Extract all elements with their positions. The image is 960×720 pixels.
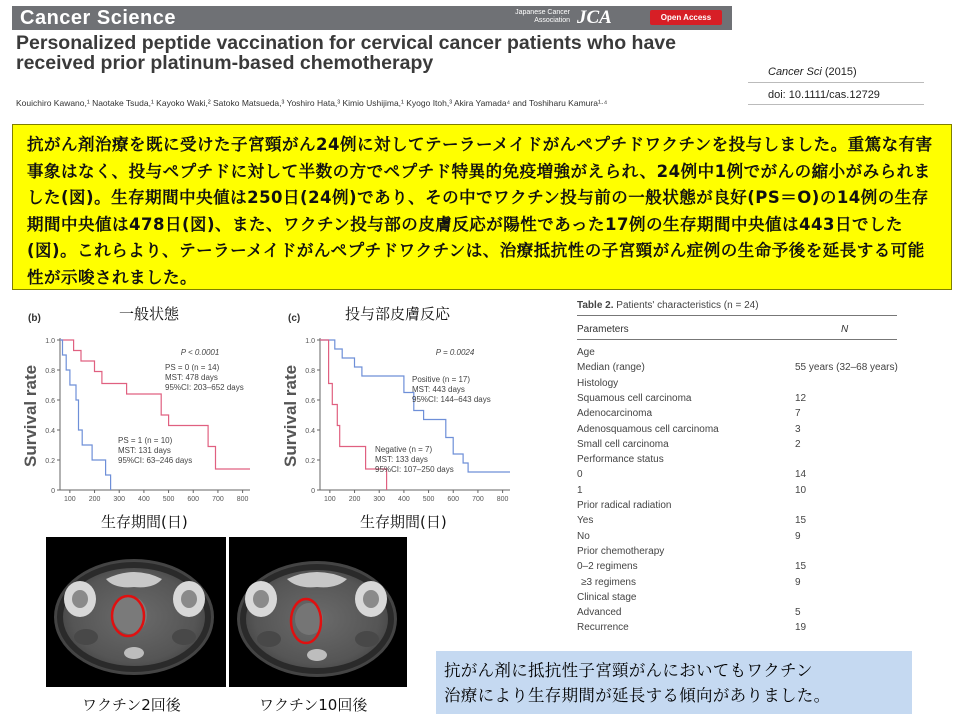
table-cell-n: 5 (795, 607, 801, 619)
series-annotation: Positive (n = 17) (412, 375, 471, 384)
table-cell-n: 7 (795, 408, 801, 420)
table-header-parameters: Parameters (577, 324, 629, 335)
table-row (577, 607, 897, 622)
x-tick-label: 200 (348, 496, 361, 503)
table-row (577, 577, 897, 592)
table-cell-parameter: Yes (577, 515, 594, 527)
table-cell-parameter: 0–2 regimens (577, 561, 638, 573)
table-cell-n: 15 (795, 561, 807, 573)
x-tick-label: 400 (138, 496, 150, 503)
table-row (577, 485, 897, 500)
paper-header (0, 0, 735, 120)
y-axis-label: Survival rate (281, 364, 300, 467)
plot-xcaption-right: 生存期間(日) (360, 513, 447, 531)
table-row (577, 592, 897, 607)
table-cell-n: 55 years (32–68 years) (795, 362, 898, 374)
x-tick-label: 800 (496, 496, 509, 503)
table-row (577, 500, 897, 515)
table-row (577, 347, 897, 362)
table-cell-n: 9 (795, 530, 801, 542)
x-tick-label: 500 (162, 496, 175, 503)
table-row (577, 622, 897, 637)
conclusion-box (436, 651, 912, 714)
series-annotation: PS = 0 (n = 14) (165, 363, 220, 372)
table-cell-parameter: No (577, 530, 590, 542)
panel-label: (c) (288, 313, 301, 324)
x-tick-label: 300 (373, 496, 386, 503)
y-tick-label: 0.2 (45, 458, 55, 465)
doi: doi: 10.1111/cas.12729 (768, 89, 880, 101)
plot-xcaption-left: 生存期間(日) (101, 513, 188, 531)
summary-text: 抗がん剤治療を既に受けた子宮頸がん24例に対してテーラーメイドがんペプチドワクチンを投与しました。重篤な有害事象はなく、投与ペプチドに対して半数の方でペプチド特異的免疫増強がえられ、24例中1例でがんの縮小がみられました(図)。生存期間中央値は250日(24例)であり、その中でワクチン投与前の一般状態が良好(PS＝O)の14例の生存期間中央値は478日(図)、また、ワクチン投与部の皮膚反応が陽性であった17例の生存期間中央値は443日でした(図)。これらより、テーラーメイドがんペプチドワクチンは、治療抵抗性の子宮頸がん症例の生命予後を延長する可能性が示唆されました。 (27, 135, 933, 287)
author-list: Kouichiro Kawano,¹ Naotake Tsuda,¹ Kayoko Waki,² Satoko Matsueda,³ Yoshiro Hata,³ Kimio Ushijima,¹ Kyogo Itoh,³ Akira Yamada⁴ and Toshiharu Kamura¹·⁴ (16, 98, 608, 108)
table-cell-n: 12 (795, 392, 807, 404)
series-annotation: 95%CI: 203–652 days (165, 383, 244, 392)
table-rule (577, 339, 897, 340)
plot-heading-ps: 一般状態 (119, 305, 180, 323)
survival-curve (60, 340, 111, 490)
x-tick-label: 600 (447, 496, 460, 503)
table-cell-parameter: Advanced (577, 607, 622, 619)
journal-name: Cancer Science (20, 7, 176, 29)
series-annotation: 95%CI: 144–643 days (412, 395, 491, 404)
x-tick-label: 200 (88, 496, 101, 503)
table-row (577, 378, 897, 393)
km-plot-skin-reaction (281, 313, 510, 503)
table-row (577, 362, 897, 377)
survival-plots (0, 295, 540, 535)
table-rule (577, 315, 897, 316)
table-cell-parameter: Performance status (577, 454, 664, 466)
y-axis-label: Survival rate (21, 364, 40, 467)
conclusion-text (444, 658, 912, 708)
journal-banner (12, 6, 732, 30)
citation (768, 66, 857, 78)
table-cell-n: 10 (795, 484, 807, 496)
table-row (577, 561, 897, 576)
table-cell-parameter: Prior chemotherapy (577, 545, 665, 557)
y-tick-label: 0.4 (305, 428, 315, 435)
table-cell-parameter: Histology (577, 377, 619, 389)
y-tick-label: 0.6 (45, 398, 55, 405)
table-header-n: N (841, 324, 849, 335)
series-annotation: MST: 131 days (118, 446, 171, 455)
table-cell-parameter: Adenosquamous cell carcinoma (577, 423, 719, 435)
ct-image-left (46, 537, 226, 687)
table-cell-parameter: ≥3 regimens (581, 576, 636, 588)
y-tick-label: 0 (311, 488, 315, 495)
table-cell-parameter: Recurrence (577, 622, 629, 634)
association-name: Japanese Cancer Association (515, 9, 570, 24)
divider (748, 104, 924, 105)
table-cell-parameter: Adenocarcinoma (577, 408, 653, 420)
y-tick-label: 1.0 (45, 338, 55, 345)
x-tick-label: 100 (64, 496, 76, 503)
x-tick-label: 700 (212, 496, 224, 503)
series-annotation: 95%CI: 107–250 days (375, 465, 454, 474)
table-row (577, 531, 897, 546)
y-tick-label: 0.4 (45, 428, 55, 435)
table-row (577, 546, 897, 561)
table-cell-n: 9 (795, 576, 801, 588)
x-tick-label: 800 (236, 496, 249, 503)
table-cell-n: 19 (795, 622, 807, 634)
series-annotation: MST: 443 days (412, 385, 465, 394)
table-title (577, 300, 759, 311)
table-cell-parameter: Clinical stage (577, 591, 637, 603)
y-tick-label: 0.8 (305, 368, 315, 375)
table-row (577, 515, 897, 530)
table-caption: Patients' characteristics (n = 24) (616, 300, 759, 311)
y-tick-label: 1.0 (305, 338, 315, 345)
p-value-label: P < 0.0001 (180, 348, 220, 357)
ct-caption-left: ワクチン2回後 (82, 696, 181, 714)
table-label: Table 2. (577, 300, 614, 311)
series-annotation: MST: 133 days (375, 455, 428, 464)
panel-label: (b) (28, 313, 41, 324)
table-row (577, 393, 897, 408)
x-tick-label: 600 (187, 496, 200, 503)
plot-heading-skin: 投与部皮膚反応 (345, 305, 451, 323)
km-plot-ps (21, 313, 250, 503)
conclusion-line: 抗がん剤に抵抗性子宮頸がんにおいてもワクチン (444, 661, 813, 680)
citation-journal: Cancer Sci (768, 66, 822, 78)
table-cell-parameter: Median (range) (577, 362, 645, 374)
series-annotation: PS = 1 (n = 10) (118, 436, 173, 445)
x-tick-label: 100 (324, 496, 336, 503)
ct-caption-right: ワクチン10回後 (259, 696, 368, 714)
table-cell-parameter: 1 (577, 484, 583, 496)
table-cell-parameter: Age (577, 347, 595, 358)
table-cell-parameter: Squamous cell carcinoma (577, 392, 692, 404)
table-cell-parameter: Prior radical radiation (577, 500, 672, 511)
y-tick-label: 0.6 (305, 398, 315, 405)
table-row (577, 439, 897, 454)
x-tick-label: 400 (398, 496, 410, 503)
y-tick-label: 0 (51, 488, 55, 495)
table-cell-n: 3 (795, 423, 801, 435)
table-row (577, 408, 897, 423)
x-tick-label: 500 (422, 496, 435, 503)
y-tick-label: 0.8 (45, 368, 55, 375)
series-annotation: Negative (n = 7) (375, 445, 433, 454)
table-cell-n: 2 (795, 438, 801, 450)
divider (748, 82, 924, 83)
y-tick-label: 0.2 (305, 458, 315, 465)
p-value-label: P = 0.0024 (435, 348, 475, 357)
x-tick-label: 700 (472, 496, 484, 503)
jca-logo: JCA (577, 7, 612, 28)
table-cell-n: 14 (795, 469, 807, 481)
x-tick-label: 300 (113, 496, 126, 503)
summary-box (12, 124, 952, 290)
open-access-badge: Open Access (650, 10, 722, 25)
ct-image-right (229, 537, 407, 687)
series-annotation: 95%CI: 63–246 days (118, 456, 193, 465)
paper-title: Personalized peptide vaccination for cervical cancer patients who have received prior platinum-based chemotherapy (16, 32, 676, 74)
table-cell-parameter: Small cell carcinoma (577, 438, 669, 450)
table-row (577, 454, 897, 469)
table-row (577, 469, 897, 484)
table-row (577, 424, 897, 439)
table-cell-parameter: 0 (577, 469, 583, 481)
table-cell-n: 15 (795, 515, 807, 527)
conclusion-line: 治療により生存期間が延長する傾向がありました。 (444, 686, 831, 705)
citation-year: (2015) (824, 66, 857, 78)
series-annotation: MST: 478 days (165, 373, 218, 382)
